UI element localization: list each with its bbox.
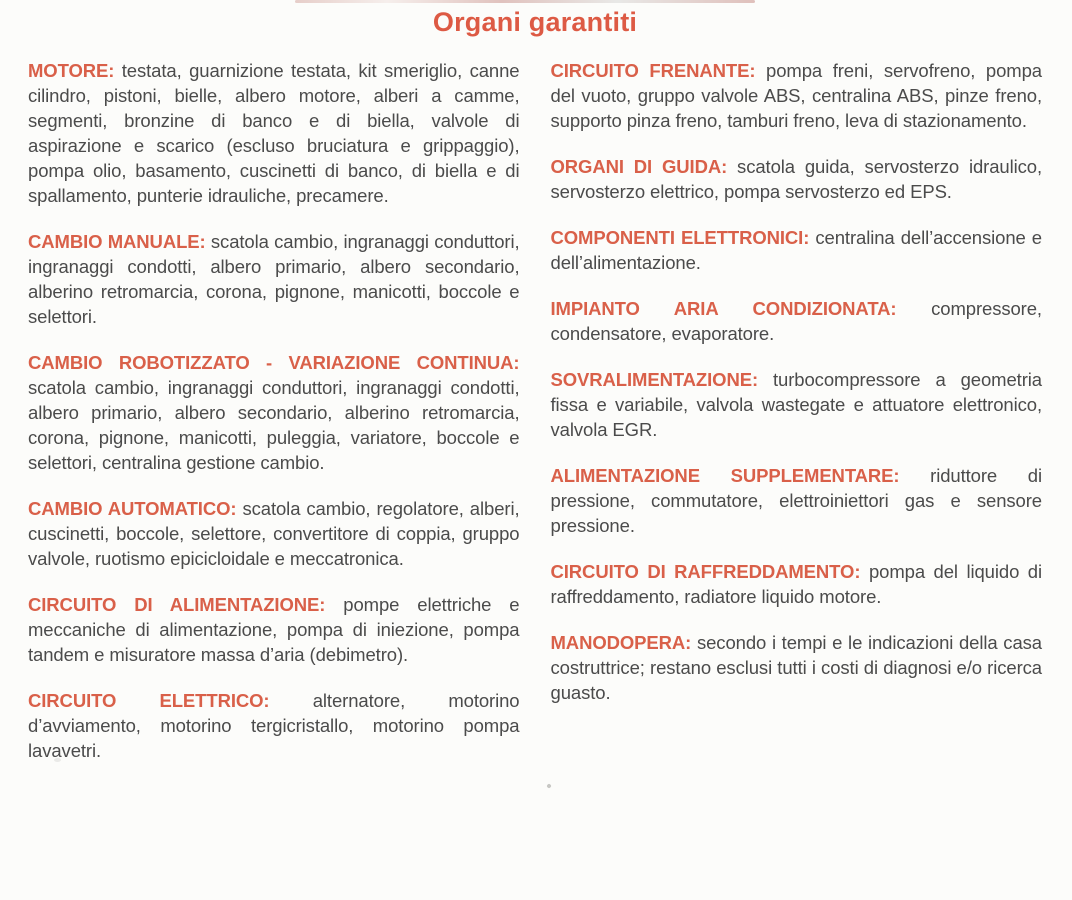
section-cambio-automatico — [28, 496, 520, 571]
section-circuito-frenante — [551, 58, 1043, 133]
section-heading: CIRCUITO DI RAFFREDDAMENTO: — [550, 561, 861, 582]
section-body: pompa del liquido di raffreddamento, radiatore liquido motore. — [550, 561, 1042, 607]
section-heading: ALIMENTAZIONE SUPPLEMENTARE: — [550, 465, 900, 486]
right-column — [551, 58, 1043, 784]
top-crop-artifact — [295, 0, 755, 3]
section-body: testata, guarnizione testata, kit smeriglio, canne cilindro, pistoni, bielle, albero motore, alberi a camme, segmenti, bronzine di banco e di biella, valvole di aspirazione e scarico (escluso bruciatura e grippaggio), pompa olio, basamento, cuscinetti di banco, di biella e di spallamento, punterie idrauliche, precamere. — [28, 60, 520, 206]
left-column — [28, 58, 520, 784]
section-motore — [28, 58, 520, 208]
section-body: scatola cambio, ingranaggi conduttori, ingranaggi condotti, albero primario, albero secondario, alberino retromarcia, corona, pignone, manicotti, puleggia, variatore, boccole e selettori, centralina gestione cambio. — [28, 377, 520, 473]
section-heading: CAMBIO ROBOTIZZATO - VARIAZIONE CONTINUA: — [28, 352, 520, 373]
section-heading: CAMBIO MANUALE: — [28, 231, 206, 252]
section-cambio-manuale — [28, 229, 520, 329]
section-body: scatola guida, servosterzo idraulico, servosterzo elettrico, pompa servosterzo ed EPS. — [550, 156, 1042, 202]
section-heading: ORGANI DI GUIDA: — [550, 156, 728, 177]
section-heading: CIRCUITO ELETTRICO: — [28, 690, 270, 711]
section-circuito-elettrico — [28, 688, 520, 763]
section-body: compressore, condensatore, evaporatore. — [550, 298, 1042, 344]
page-title: Organi garantiti — [432, 7, 638, 37]
section-body: turbocompressore a geometria fissa e variabile, valvola wastegate e attuatore elettronico, valvola EGR. — [550, 369, 1042, 440]
section-manodopera — [551, 630, 1043, 705]
section-body: centralina dell’accensione e dell’alimentazione. — [550, 227, 1042, 273]
scan-speck-artifact — [546, 783, 552, 789]
section-body: secondo i tempi e le indicazioni della casa costruttrice; restano esclusi tutti i costi di diagnosi e/o ricerca guasto. — [550, 632, 1042, 703]
section-body: scatola cambio, regolatore, alberi, cuscinetti, boccole, selettore, convertitore di coppia, gruppo valvole, ruotismo epicicloidale e meccatronica. — [28, 498, 520, 569]
section-heading: CIRCUITO FRENANTE: — [550, 60, 756, 81]
section-impianto-aria-condizionata — [551, 296, 1043, 346]
section-body: scatola cambio, ingranaggi conduttori, ingranaggi condotti, albero primario, albero secondario, alberino retromarcia, corona, pignone, manicotti, boccole e selettori. — [28, 231, 520, 327]
section-body: pompa freni, servofreno, pompa del vuoto, gruppo valvole ABS, centralina ABS, pinze freno, supporto pinza freno, tamburi freno, leva di stazionamento. — [550, 60, 1042, 131]
section-body: pompe elettriche e meccaniche di alimentazione, pompa di iniezione, pompa tandem e misuratore massa d’aria (debimetro). — [28, 594, 520, 665]
section-heading: MANODOPERA: — [550, 632, 692, 653]
section-alimentazione-supplementare — [551, 463, 1043, 538]
section-componenti-elettronici — [551, 225, 1043, 275]
section-heading: SOVRALIMENTAZIONE: — [550, 369, 759, 390]
section-heading: IMPIANTO ARIA CONDIZIONATA: — [550, 298, 897, 319]
section-heading: COMPONENTI ELETTRONICI: — [550, 227, 810, 248]
section-organi-di-guida — [551, 154, 1043, 204]
section-heading: CAMBIO AUTOMATICO: — [28, 498, 237, 519]
section-body: alternatore, motorino d’avviamento, motorino tergicristallo, motorino pompa lavavetri. — [28, 690, 520, 761]
two-column-layout — [0, 38, 1072, 784]
section-heading: CIRCUITO DI ALIMENTAZIONE: — [28, 594, 326, 615]
section-body: riduttore di pressione, commutatore, elettroiniettori gas e sensore pressione. — [550, 465, 1042, 536]
section-circuito-raffreddamento — [551, 559, 1043, 609]
section-sovralimentazione — [551, 367, 1043, 442]
section-circuito-alimentazione — [28, 592, 520, 667]
section-cambio-robotizzato — [28, 350, 520, 475]
scan-smudge-artifact — [54, 758, 61, 762]
section-heading: MOTORE: — [28, 60, 115, 81]
